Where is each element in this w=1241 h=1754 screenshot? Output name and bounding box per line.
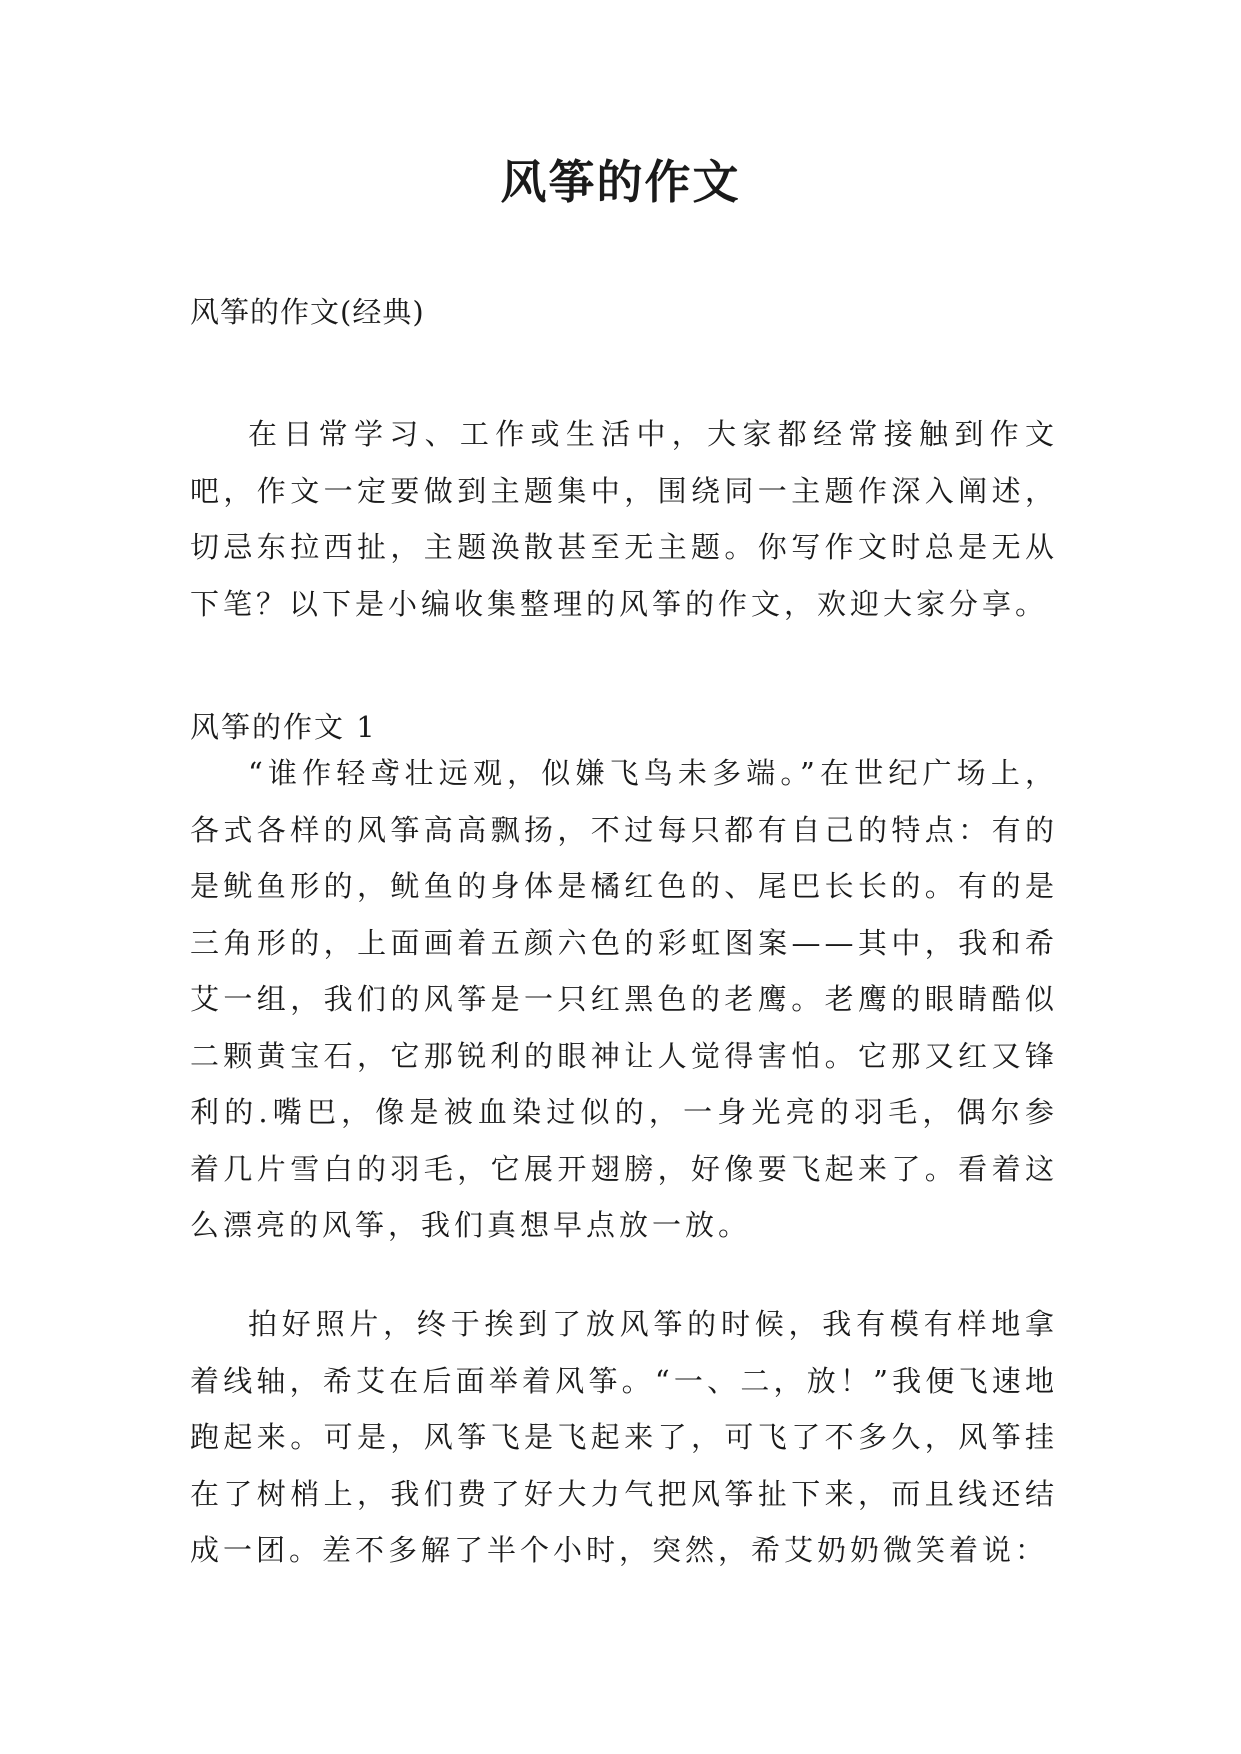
body-paragraph-1: “谁作轻鸢壮远观，似嫌飞鸟未多端。”在世纪广场上，各式各样的风筝高高飘扬，不过每只都有自己的特点：有的是鱿鱼形的，鱿鱼的身体是橘红色的、尾巴长长的。有的是三角形的，上面画着五颜六色的彩虹图案——其中，我和希艾一组，我们的风筝是一只红黑色的老鹰。老鹰的眼睛酷似二颗黄宝石，它那锐利的眼神让人觉得害怕。它那又红又锋利的.嘴巴，像是被血染过似的，一身光亮的羽毛，偶尔参着几片雪白的羽毛，它展开翅膀，好像要飞起来了。看着这么漂亮的风筝，我们真想早点放一放。 (190, 756, 1058, 1242)
intro-paragraph: 在日常学习、工作或生活中，大家都经常接触到作文吧，作文一定要做到主题集中，围绕同一主题作深入阐述，切忌东拉西扯，主题涣散甚至无主题。你写作文时总是无从下笔？以下是小编收集整理的风筝的作文，欢迎大家分享。 (190, 417, 1058, 621)
section-heading: 风筝的作文 1 (190, 710, 377, 744)
body-paragraph-2: 拍好照片，终于挨到了放风筝的时候，我有模有样地拿着线轴，希艾在后面举着风筝。“一、二，放！”我便飞速地跑起来。可是，风筝飞是飞起来了，可飞了不多久，风筝挂在了树梢上，我们费了好大力气把风筝扯下来，而且线还结成一团。差不多解了半个小时，突然，希艾奶奶微笑着说： (190, 1307, 1058, 1567)
document-subtitle: 风筝的作文(经典) (190, 295, 425, 329)
document-title: 风筝的作文 (500, 155, 741, 209)
